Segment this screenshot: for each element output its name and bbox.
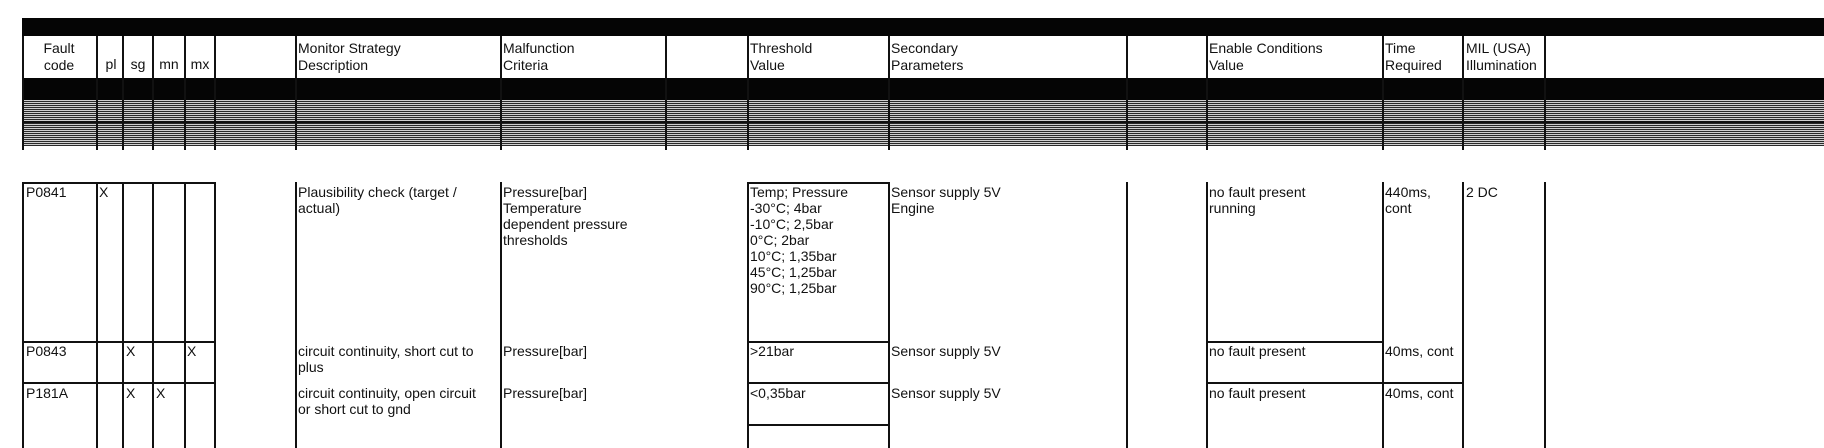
col-line xyxy=(184,182,186,448)
malfunction-criteria: Pressure[bar] Temperature dependent pressure thresholds xyxy=(503,184,628,248)
col-line xyxy=(1382,182,1384,448)
col-line xyxy=(1462,36,1464,150)
col-line xyxy=(152,36,154,150)
fault-code: P0841 xyxy=(26,184,67,200)
col-line xyxy=(888,36,890,150)
monitor-strategy: circuit continuity, open circuit or short cut to gnd xyxy=(298,385,476,417)
col-line xyxy=(665,36,667,150)
header-threshold-value: Threshold Value xyxy=(750,40,813,73)
row-line xyxy=(747,382,890,384)
header-pl: pl xyxy=(105,56,117,72)
col-line xyxy=(1206,36,1208,150)
time-required: 40ms, cont xyxy=(1385,343,1454,359)
fault-code: P0843 xyxy=(26,343,67,359)
header-enable-conditions: Enable Conditions Value xyxy=(1209,40,1323,73)
col-line xyxy=(96,36,98,150)
header-time-required: Time Required xyxy=(1385,40,1442,73)
header-secondary-parameters: Secondary Parameters xyxy=(891,40,964,73)
header-sg: sg xyxy=(130,56,146,72)
hatched-band-divider xyxy=(22,121,1824,123)
col-line xyxy=(214,36,216,150)
col-line xyxy=(152,182,154,448)
col-line xyxy=(1462,182,1464,448)
col-line xyxy=(1382,36,1384,150)
malfunction-criteria: Pressure[bar] xyxy=(503,385,588,401)
enable-conditions: no fault present xyxy=(1209,343,1306,359)
col-line xyxy=(500,182,502,448)
header-mil: MIL (USA) Illumination xyxy=(1466,40,1537,73)
threshold-value: Temp; Pressure -30°C; 4bar -10°C; 2,5bar 0°C; 2bar 10°C; 1,35bar 45°C; 1,25bar 90°C; 1,25bar xyxy=(750,184,849,296)
header-fault-code: Fault code xyxy=(43,40,75,73)
col-line xyxy=(747,36,749,150)
flag-sg: X xyxy=(126,343,136,359)
col-line xyxy=(747,182,749,448)
col-line xyxy=(500,36,502,150)
enable-conditions: no fault present running xyxy=(1209,184,1306,216)
flag-sg: X xyxy=(126,385,136,401)
col-line xyxy=(1544,36,1546,150)
col-line xyxy=(22,182,24,448)
header-malfunction-criteria: Malfunction Criteria xyxy=(503,40,575,73)
fault-code: P181A xyxy=(26,385,69,401)
col-line xyxy=(1126,182,1128,448)
header-mn: mn xyxy=(159,56,179,72)
header-mx: mx xyxy=(190,56,210,72)
flag-mx: X xyxy=(187,343,197,359)
col-line xyxy=(295,36,297,150)
time-required: 440ms, cont xyxy=(1385,184,1431,216)
malfunction-criteria: Pressure[bar] xyxy=(503,343,588,359)
header-bottom-band xyxy=(22,78,1824,100)
monitor-strategy: circuit continuity, short cut to plus xyxy=(298,343,474,375)
col-line xyxy=(1206,182,1208,448)
enable-conditions: no fault present xyxy=(1209,385,1306,401)
header-top-band xyxy=(22,18,1824,36)
col-line xyxy=(1544,182,1546,448)
col-line xyxy=(295,182,297,448)
col-line xyxy=(888,182,890,448)
col-line xyxy=(22,36,24,150)
col-line xyxy=(122,36,124,150)
secondary-parameters: Sensor supply 5V xyxy=(891,343,1001,359)
mil-illumination: 2 DC xyxy=(1466,184,1498,200)
row-line xyxy=(1206,382,1384,384)
hatched-band xyxy=(22,100,1824,146)
flag-mn: X xyxy=(156,385,166,401)
threshold-value: <0,35bar xyxy=(750,385,806,401)
secondary-parameters: Sensor supply 5V xyxy=(891,385,1001,401)
row-line xyxy=(22,382,216,384)
flag-pl: X xyxy=(99,184,109,200)
col-line xyxy=(184,36,186,150)
row-line xyxy=(747,424,890,426)
col-line xyxy=(96,182,98,448)
col-line xyxy=(1126,36,1128,150)
header-monitor-strategy: Monitor Strategy Description xyxy=(298,40,401,73)
col-line xyxy=(122,182,124,448)
secondary-parameters: Sensor supply 5V Engine xyxy=(891,184,1001,216)
threshold-value: >21bar xyxy=(750,343,794,359)
monitor-strategy: Plausibility check (target / actual) xyxy=(298,184,457,216)
col-line xyxy=(214,182,216,448)
time-required: 40ms, cont xyxy=(1385,385,1454,401)
row-line xyxy=(1382,382,1464,384)
